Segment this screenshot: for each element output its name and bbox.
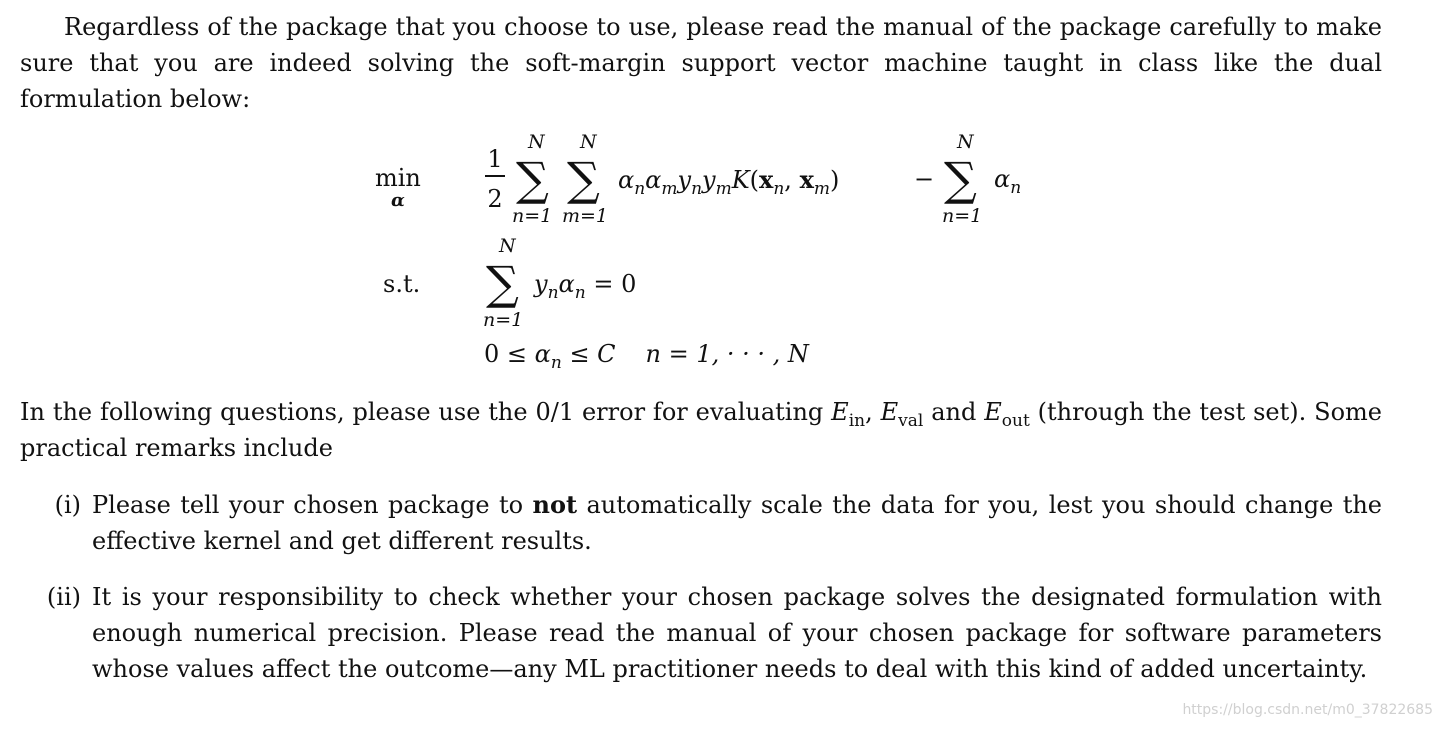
subject-to-label: s.t. xyxy=(383,270,421,298)
remark-1-text: Please tell your chosen package to not automatically scale the data for you, lest you should change the effective kernel and get different results. xyxy=(92,490,1383,555)
intro-paragraph: Regardless of the package that you choose to use, please read the manual of the package carefully to make sure that you are indeed solving the soft-margin support vector machine taught in class like the dual formulation below: xyxy=(20,13,1382,113)
fraction-denominator: 2 xyxy=(487,185,503,213)
objective-tail: $\alpha_n$ xyxy=(994,165,1022,198)
fraction-bar xyxy=(485,175,505,177)
sum1-upper-limit: N xyxy=(528,131,545,153)
sum3-lower-limit: n=1 xyxy=(942,205,983,227)
sum2-symbol: ∑ xyxy=(567,152,600,206)
watermark-url: https://blog.csdn.net/m0_37822685 xyxy=(1182,702,1433,718)
questions-paragraph: In the following questions, please use the 0/1 error for evaluating $E_{in}$, $E_{val}$ and $E_{out}$ (through the test set). Some practical remarks include xyxy=(20,398,1382,462)
sum3-symbol: ∑ xyxy=(944,152,977,206)
constraint-bounds: $0 \le \alpha_n \le C$ n = 1, · · · , N xyxy=(484,340,809,373)
sum2-upper-limit: N xyxy=(580,131,597,153)
minus-sign: − xyxy=(914,165,935,193)
min-operator: min xyxy=(375,164,421,192)
remark-2-label: (ii) xyxy=(46,583,81,611)
constraint-equality: $y_n\alpha_n = 0$ xyxy=(534,270,637,303)
remark-2-text: It is your responsibility to check whether your chosen package solves the designated formulation with enough numerical precision. Please read the manual of your chosen package for software parameters whose values affect the outcome—any ML practitioner needs to deal with this kind of added uncertainty. xyxy=(92,583,1382,683)
objective-summand: $\alpha_n\alpha_my_ny_mK(x_n$, $x_m$) xyxy=(618,165,840,199)
remark-1-label: (i) xyxy=(54,491,81,519)
sum1-symbol: ∑ xyxy=(516,152,549,206)
constraint-sum-lower-limit: n=1 xyxy=(483,309,524,331)
sum3-upper-limit: N xyxy=(957,131,974,153)
constraint-sum-symbol: ∑ xyxy=(486,256,519,310)
min-variable: α xyxy=(391,190,405,211)
sum1-lower-limit: n=1 xyxy=(512,205,553,227)
sum2-lower-limit: m=1 xyxy=(562,205,609,227)
fraction-numerator: 1 xyxy=(487,145,503,173)
constraint-sum-upper-limit: N xyxy=(499,235,516,257)
